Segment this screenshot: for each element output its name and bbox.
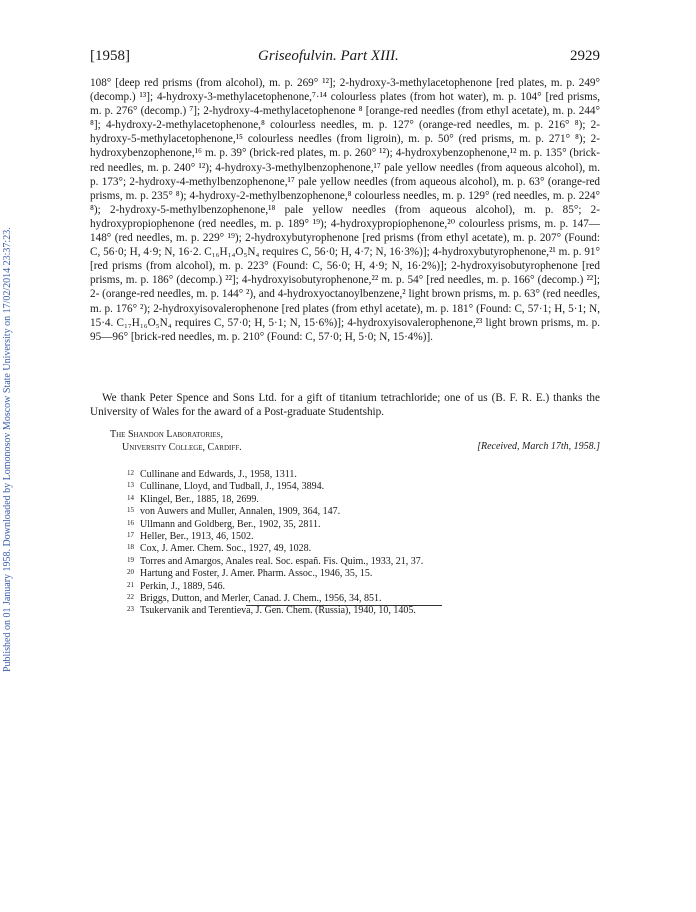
end-rule [246, 605, 442, 606]
reference-item [118, 567, 578, 579]
reference-item [118, 592, 578, 604]
reference-number: 13 [127, 481, 134, 490]
reference-number: 17 [127, 531, 134, 540]
affiliation-line-2: University College, Cardiff. [122, 442, 242, 453]
running-title: Griseofulvin. Part XIII. [258, 48, 399, 64]
reference-text: Cullinane and Edwards, J., 1958, 1311. [140, 469, 297, 480]
reference-text: Klingel, Ber., 1885, 18, 2699. [140, 493, 259, 505]
reference-text: Hartung and Foster, J. Amer. Pharm. Assoc., 1946, 35, 15. [140, 568, 373, 580]
reference-text: Cullinane, Lloyd, and Tudball, J., 1954, 3894. [140, 481, 325, 493]
reference-text: Perkin, J., 1889, 546. [140, 580, 225, 592]
reference-item [118, 530, 578, 542]
affiliation-line-1: The Shandon Laboratories, [110, 429, 224, 440]
reference-number: 22 [127, 593, 134, 602]
reference-item [118, 555, 578, 567]
reference-list [118, 468, 578, 617]
reference-text: Ullmann and Goldberg, Ber., 1902, 35, 2811. [140, 518, 321, 530]
reference-number: 15 [127, 506, 134, 515]
reference-number: 14 [127, 493, 134, 502]
reference-text: Tsukervanik and Terentieva, J. Gen. Chem. (Russia), 1940, 10, 1405. [140, 605, 416, 617]
reference-text: Briggs, Dutton, and Merler, Canad. J. Chem., 1956, 34, 851. [140, 593, 382, 605]
reference-number: 16 [127, 518, 134, 527]
reference-number: 19 [127, 555, 134, 564]
reference-number: 23 [127, 605, 134, 614]
page-number: 2929 [570, 48, 600, 64]
experimental-text [90, 76, 600, 344]
reference-item [118, 604, 578, 616]
reference-item [118, 468, 578, 480]
page-header [90, 48, 600, 70]
reference-item [118, 580, 578, 592]
reference-item [118, 480, 578, 492]
reference-text: von Auwers and Muller, Annalen, 1909, 364, 147. [140, 506, 341, 518]
reference-item [118, 518, 578, 530]
reference-number: 20 [127, 568, 134, 577]
reference-text: Cox, J. Amer. Chem. Soc., 1927, 49, 1028. [140, 543, 312, 555]
body-paragraph: 108° [deep red prisms (from alcohol), m. p. 269° ¹²]; 2-hydroxy-3-methylacetophenone [red plates, m. p. 249° (decomp.) ¹³]; 4-hydroxy-3-methylacetophenone,⁷·¹⁴ colourless plates (from hot water), m. p. 104° [red prisms, m. p. 276° (decomp.) ⁷]; 2-hydroxy-4-methylacetophenone ⁸ [orange-red needles (from ethyl acetate), m. p. 244° ⁸]; 4-hydroxy-2-methylacetophenone,⁸ colourless needles, m. p. 127° (orange-red needles, m. p. 216° ⁸); 2-hydroxy-5-methylacetophenone,¹⁵ colourless needles (from ligroin), m. p. 50° (red prisms, m. p. 271° ⁸); 2-hydroxybenzophenone,¹⁶ m. p. 39° (brick-red plates, m. p. 260° ¹²); 4-hydroxybenzophenone,¹² m. p. 135° (brick-red needles, m. p. 240° ¹²); 4-hydroxy-3-methylbenzophenone,¹⁷ pale yellow needles (from aqueous alcohol), m. p. 173°; 2-hydroxy-4-methylbenzophenone,¹⁷ pale yellow needles (from aqueous alcohol), m. p. 63° (orange-red prisms, m. p. 235° ⁸); 4-hydroxy-2-methylbenzophenone,⁸ colourless needles, m. p. 129° (red needles, m. p. 224° ⁸); 2-hydroxy-5-methylbenzophenone,¹⁸ pale yellow needles (from aqueous alcohol), m. p. 85°; 2-hydroxypropiophenone (red needles, m. p. 189° ¹⁹); 4-hydroxypropiophenone,²⁰ colourless prisms, m. p. 147—148° (red needles, m. p. 229° ¹⁹); 2-hydroxybutyrophenone [red prisms (from ethyl acetate), m. p. 207° (Found: C, 56·0; H, 4·9; N, 16·2. C₁₆H₁₄O₅N₄ requires C, 56·0; H, 4·7; N, 16·3%)]; 4-hydroxybutyrophenone,²¹ m. p. 91° [red prisms (from alcohol), m. p. 223° (Found: C, 56·0; H, 4·9; N, 16·2%)]; 2-hydroxyisobutyrophenone [red prisms, m. p. 186° (decomp.) ²²]; 4-hydroxyisobutyrophenone,²² m. p. 54° [red needles, m. p. 166° (decomp.) ²²]; 2- (orange-red needles, m. p. 144° ²), and 4-hydroxyoctanoylbenzene,² light brown prisms, m. p. 63° (red needles, m. p. 176° ²); 2-hydroxyisovalerophenone [red plates (from ethyl acetate), m. p. 181° (Found: C, 57·1; H, 5·1; N, 15·4. C₁₇H₁₆O₅N₄ requires C, 57·0; H, 5·1; N, 15·6%)]; 4-hydroxyisovalerophenone,²³ light brown prisms, m. p. 95—96° [brick-red needles, m. p. 210° (Found: C, 57·0; H, 5·0; N, 15·4%)]. [90, 77, 600, 343]
reference-text: Heller, Ber., 1913, 46, 1502. [140, 531, 254, 543]
reference-item [118, 505, 578, 517]
reference-item [118, 542, 578, 554]
received-date: [Received, March 17th, 1958.] [477, 441, 600, 452]
download-watermark: Published on 01 January 1958. Downloaded by Lomonosov Moscow State University on 17/02/2014 23:37:23. [2, 227, 13, 673]
reference-number: 12 [127, 469, 134, 477]
reference-text: Torres and Amargos, Anales real. Soc. españ. Fis. Quim., 1933, 21, 37. [140, 555, 424, 567]
reference-item [118, 493, 578, 505]
reference-number: 18 [127, 543, 134, 552]
acknowledgement: We thank Peter Spence and Sons Ltd. for a gift of titanium tetrachloride; one of us (B. F. R. E.) thanks the University of Wales for the award of a Post-graduate Studentship. [90, 392, 600, 419]
journal-year: [1958] [90, 48, 130, 64]
reference-number: 21 [127, 580, 134, 589]
